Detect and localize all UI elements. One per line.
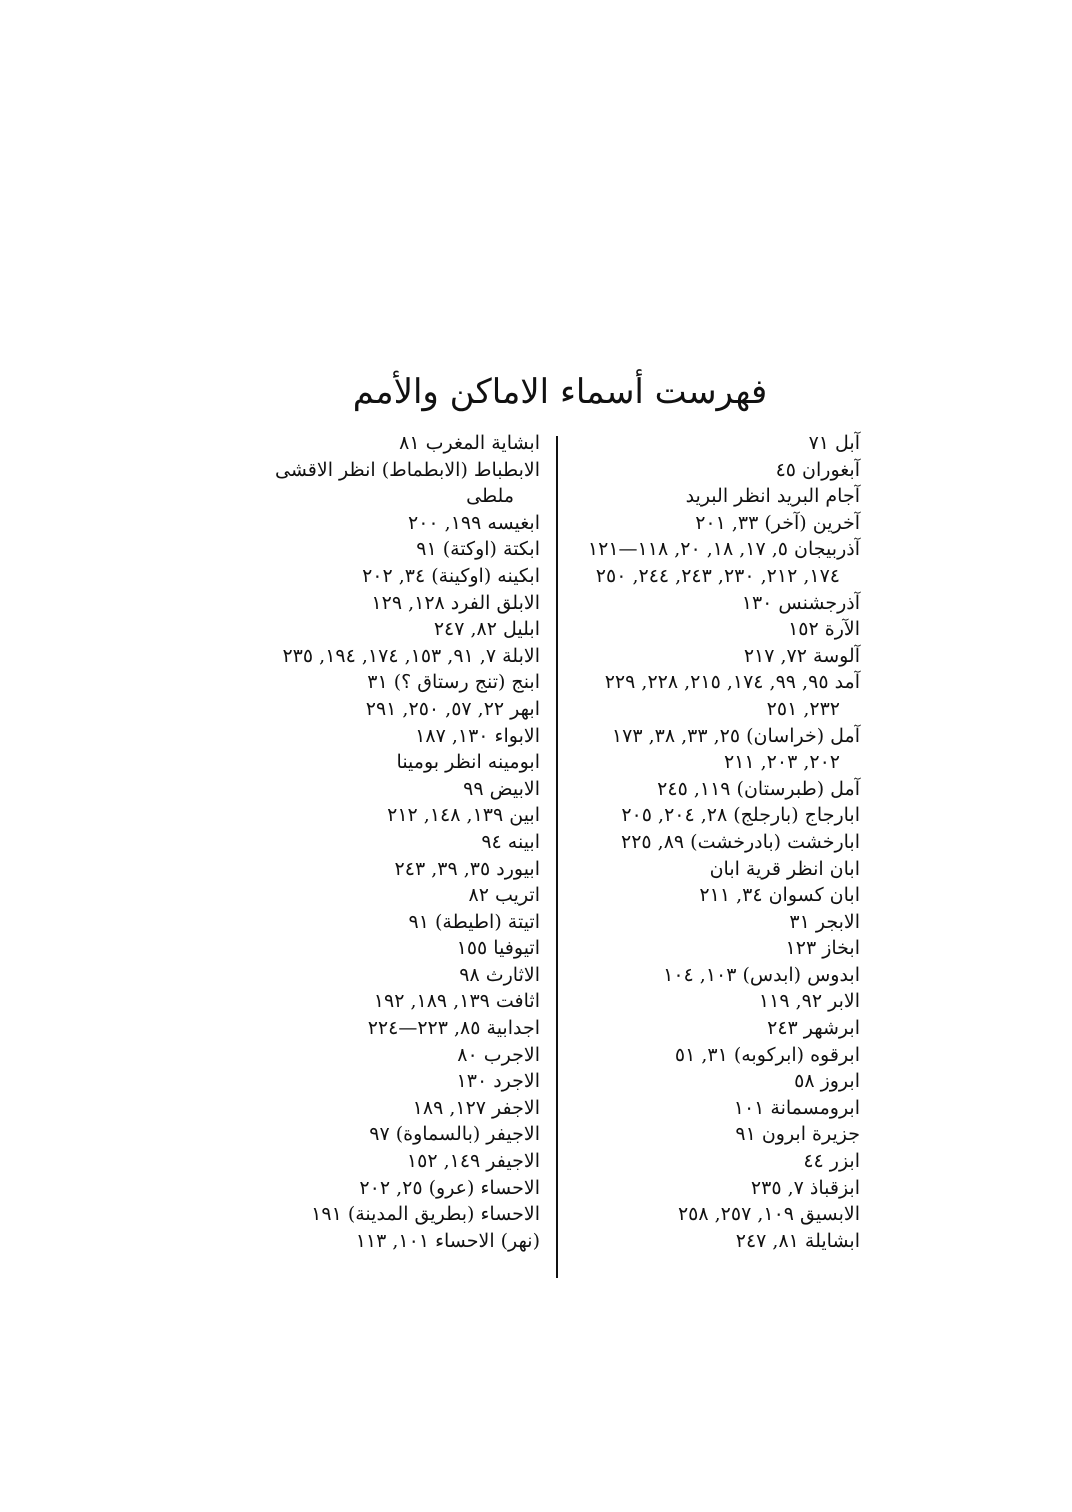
index-entry: الابر ٩٢, ١١٩: [758, 990, 860, 1013]
column-divider: [556, 436, 558, 1278]
index-entry: ابنج (تنج رستاق ؟) ٣١: [367, 671, 540, 694]
index-entry: آبل ٧١: [808, 432, 860, 454]
index-entry: الابلة ٧, ٩١, ١٥٣, ١٧٤, ١٩٤, ٢٣٥: [282, 644, 540, 667]
index-entry: (نهر) الاحساء ١٠١, ١١٣: [355, 1229, 540, 1252]
index-entry-continuation: ملطى: [466, 485, 514, 508]
index-entry: آمل (طبرستان) ١١٩, ٢٤٥: [657, 777, 860, 800]
index-entry: الابطباط (الابطماط) انظر الاقشى: [275, 458, 540, 481]
index-entry: آذربيجان ٥, ١٧, ١٨, ٢٠, ١١٨—١٢١: [587, 538, 860, 561]
index-entry: ابين ١٣٩, ١٤٨, ٢١٢: [387, 804, 540, 827]
index-entry: ابهر ٢٢, ٥٧, ٢٥٠, ٢٩١: [365, 697, 540, 720]
index-entry: اتيتة (اطيطة) ٩١: [408, 910, 540, 933]
index-entry: ابليل ٨٢, ٢٤٧: [433, 618, 540, 641]
index-entry: الابيض ٩٩: [463, 777, 540, 800]
index-entry: آمل (خراسان) ٢٥, ٣٣, ٣٨, ١٧٣: [611, 724, 860, 747]
index-entry: ابرشهر ٢٤٣: [767, 1017, 860, 1040]
index-entry: الاجيفر ١٤٩, ١٥٢: [406, 1150, 540, 1173]
index-entry: ابارخشت (بادرخشت) ٨٩, ٢٢٥: [621, 830, 860, 853]
index-entry: الاحساء (عرو) ٢٥, ٢٠٢: [359, 1176, 540, 1199]
index-entry: الابجر ٣١: [789, 910, 860, 933]
index-entry-continuation: ٢٣٢, ٢٥١: [766, 697, 840, 720]
index-column-left: [240, 430, 540, 1254]
index-entry: اجدابية ٨٥, ٢٢٣—٢٢٤: [367, 1017, 540, 1040]
index-column-right: [560, 430, 860, 1254]
index-entry: ابخاز ١٢٣: [785, 937, 860, 960]
index-entry: آجام البريد انظر البريد: [685, 485, 860, 508]
index-entry: الاجرب ٨٠: [457, 1043, 540, 1066]
index-entry: ابان كسوان ٣٤, ٢١١: [699, 884, 860, 907]
index-entry: ابشايلة ٨١, ٢٤٧: [735, 1229, 860, 1252]
index-entry: الاثارث ٩٨: [459, 963, 540, 986]
index-entry: ابرقوه (ابركوبه) ٣١, ٥١: [674, 1043, 860, 1066]
index-entry: ابكينه (اوكينة) ٣٤, ٢٠٢: [362, 564, 540, 587]
index-entry: الابسيق ١٠٩, ٢٥٧, ٢٥٨: [677, 1203, 860, 1226]
index-entry: آذرجشنس ١٣٠: [741, 591, 860, 614]
index-entry: ابرومسمانة ١٠١: [733, 1096, 860, 1119]
index-entry: الآرة ١٥٢: [788, 618, 860, 641]
index-entry: ابشاية المغرب ٨١: [399, 432, 540, 454]
index-entry: الاجيفر (بالسماوة) ٩٧: [369, 1123, 540, 1146]
index-entry: ابارجاج (بارجلج) ٢٨, ٢٠٤, ٢٠٥: [621, 804, 860, 827]
index-entry: اتريب ٨٢: [468, 884, 540, 907]
index-entry: ابروز ٥٨: [794, 1070, 860, 1093]
index-entry: الاحساء (بطريق المدينة) ١٩١: [311, 1203, 540, 1226]
index-entry-continuation: ١٧٤, ٢١٢, ٢٣٠, ٢٤٣, ٢٤٤, ٢٥٠: [595, 564, 840, 587]
index-entry: ابغيسه ١٩٩, ٢٠٠: [408, 511, 540, 534]
index-entry: ابكتة (اوكتة) ٩١: [416, 538, 540, 561]
index-entry: جزيرة ابرون ٩١: [735, 1123, 860, 1146]
index-entry: ابان انظر قرية ابان: [709, 857, 860, 880]
index-entry: آمد ٩٥, ٩٩, ١٧٤, ٢١٥, ٢٢٨, ٢٢٩: [604, 671, 860, 694]
index-entry: آلوسة ٧٢, ٢١٧: [743, 644, 860, 667]
index-entry: الابلق الفرد ١٢٨, ١٢٩: [371, 591, 540, 614]
index-entry: اثافت ١٣٩, ١٨٩, ١٩٢: [373, 990, 540, 1013]
index-entry: الاجفر ١٢٧, ١٨٩: [412, 1096, 540, 1119]
index-entry: ابومينه انظر بومينا: [396, 751, 540, 774]
index-entry: الاجرد ١٣٠: [456, 1070, 540, 1093]
index-entry: ابيورد ٣٥, ٣٩, ٢٤٣: [394, 857, 540, 880]
index-entry: ابينه ٩٤: [481, 830, 540, 853]
index-entry: ابدوس (ابدس) ١٠٣, ١٠٤: [663, 963, 860, 986]
index-entry: الابواء ١٣٠, ١٨٧: [415, 724, 540, 747]
index-entry: ابزقباذ ٧, ٢٣٥: [750, 1176, 860, 1199]
index-entry: اتيوفيا ١٥٥: [456, 937, 540, 960]
index-entry: آخرين (آخر) ٣٣, ٢٠١: [695, 511, 860, 534]
page-title: فهرست أسماء الاماكن والأمم: [352, 372, 768, 412]
index-entry: آبغوران ٤٥: [775, 458, 860, 481]
index-entry: ابزر ٤٤: [803, 1150, 860, 1173]
index-entry-continuation: ٢٠٢, ٢٠٣, ٢١١: [723, 751, 840, 774]
